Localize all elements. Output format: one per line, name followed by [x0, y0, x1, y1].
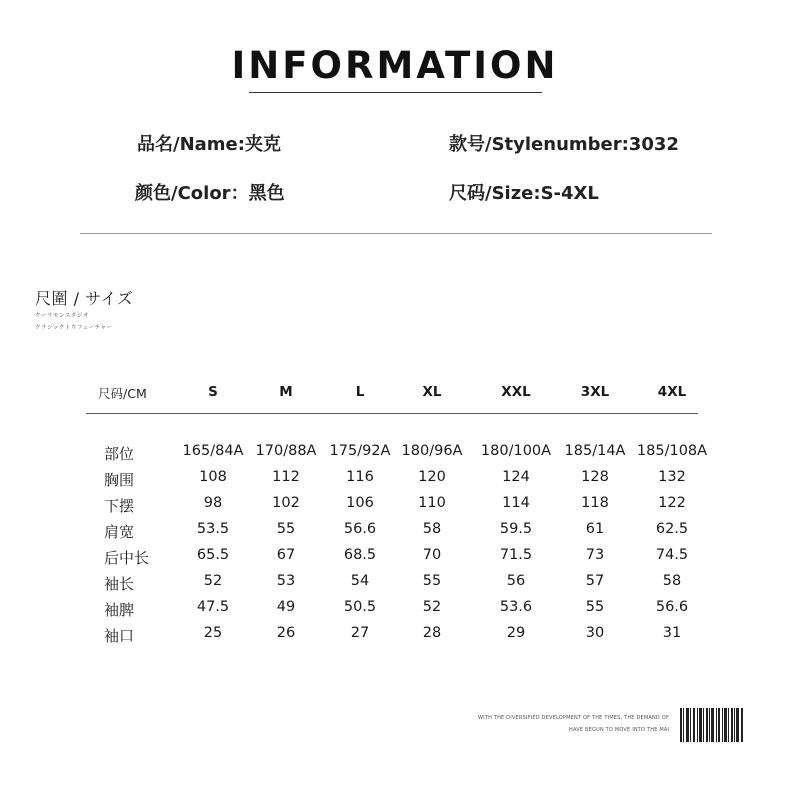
table-cell: 71.5: [499, 547, 533, 563]
table-cell: 58: [422, 521, 442, 537]
table-cell: 124: [502, 469, 530, 485]
table-cell: 116: [346, 469, 374, 485]
table-cell: 165/84A: [182, 443, 244, 459]
table-cell: 28: [422, 625, 442, 641]
table-cell: 53.6: [499, 599, 533, 615]
size-range: 尺码/Size:S-4XL: [449, 183, 599, 204]
table-cell: 118: [581, 495, 609, 511]
size-section-title: 尺圍 / サイズ: [35, 289, 134, 308]
barcode: [680, 708, 744, 742]
table-cell: 180/100A: [480, 443, 552, 459]
table-cell: 102: [272, 495, 300, 511]
table-cell: 180/96A: [401, 443, 463, 459]
product-color: 颜色/Color：黑色: [135, 183, 285, 204]
row-label: 袖长: [104, 575, 135, 593]
table-cell: 30: [585, 625, 605, 641]
table-cell: 52: [422, 599, 442, 615]
table-cell: 128: [581, 469, 609, 485]
table-cell: 54: [350, 573, 370, 589]
table-cell: 27: [350, 625, 370, 641]
row-label: 部位: [104, 445, 135, 463]
footer-text-2: HAVE BEGUN TO MOVE INTO THE MAI: [569, 727, 670, 733]
table-cell: 55: [422, 573, 442, 589]
table-cell: 56: [506, 573, 526, 589]
table-cell: 170/88A: [255, 443, 317, 459]
table-cell: 31: [662, 625, 682, 641]
table-cell: 52: [203, 573, 223, 589]
size-header-cell: 4XL: [657, 384, 687, 400]
size-header-cell: S: [208, 384, 218, 400]
table-cell: 185/108A: [636, 443, 708, 459]
table-cell: 49: [276, 599, 296, 615]
table-cell: 53: [276, 573, 296, 589]
table-cell: 56.6: [343, 521, 377, 537]
product-name: 品名/Name:夹克: [137, 134, 281, 155]
size-header-cell: XL: [422, 384, 442, 400]
table-cell: 65.5: [196, 547, 230, 563]
size-section-subtitle-2: クラシックトウフューチャー: [35, 325, 113, 331]
row-label: 袖口: [104, 627, 135, 645]
table-cell: 98: [203, 495, 223, 511]
table-cell: 185/14A: [564, 443, 626, 459]
row-label: 胸围: [104, 471, 135, 489]
table-cell: 47.5: [196, 599, 230, 615]
row-label: 肩宽: [104, 523, 135, 541]
table-cell: 73: [585, 547, 605, 563]
table-cell: 26: [276, 625, 296, 641]
table-cell: 122: [658, 495, 686, 511]
page-title: INFORMATION: [231, 44, 559, 87]
footer-text-1: WITH THE DIVERSIFIED DEVELOPMENT OF THE TIMES, THE DEMAND OF: [478, 715, 669, 721]
table-cell: 55: [276, 521, 296, 537]
table-cell: 112: [272, 469, 300, 485]
table-cell: 50.5: [343, 599, 377, 615]
section-divider: [80, 233, 712, 234]
table-cell: 70: [422, 547, 442, 563]
table-cell: 114: [502, 495, 530, 511]
table-cell: 110: [418, 495, 446, 511]
table-cell: 55: [585, 599, 605, 615]
table-header-label: 尺码/CM: [98, 386, 147, 401]
style-number: 款号/Stylenumber:3032: [449, 134, 679, 155]
size-section-subtitle-1: クーラモンスタジオ: [35, 313, 89, 319]
size-header-cell: 3XL: [580, 384, 610, 400]
table-cell: 132: [658, 469, 686, 485]
title-underline: [249, 92, 542, 93]
table-cell: 108: [199, 469, 227, 485]
table-cell: 25: [203, 625, 223, 641]
table-cell: 53.5: [196, 521, 230, 537]
table-cell: 61: [585, 521, 605, 537]
row-label: 下摆: [104, 497, 135, 515]
table-cell: 59.5: [499, 521, 533, 537]
table-cell: 106: [346, 495, 374, 511]
row-label: 袖脾: [104, 601, 135, 619]
table-cell: 120: [418, 469, 446, 485]
table-cell: 58: [662, 573, 682, 589]
table-cell: 56.6: [655, 599, 689, 615]
size-header-cell: L: [355, 384, 365, 400]
table-cell: 62.5: [655, 521, 689, 537]
table-cell: 57: [585, 573, 605, 589]
table-header-rule: [86, 413, 698, 414]
row-label: 后中长: [104, 549, 150, 567]
table-cell: 68.5: [343, 547, 377, 563]
size-header-cell: XXL: [501, 384, 531, 400]
table-cell: 67: [276, 547, 296, 563]
size-header-cell: M: [279, 384, 293, 400]
table-cell: 74.5: [655, 547, 689, 563]
table-cell: 29: [506, 625, 526, 641]
table-cell: 175/92A: [329, 443, 391, 459]
